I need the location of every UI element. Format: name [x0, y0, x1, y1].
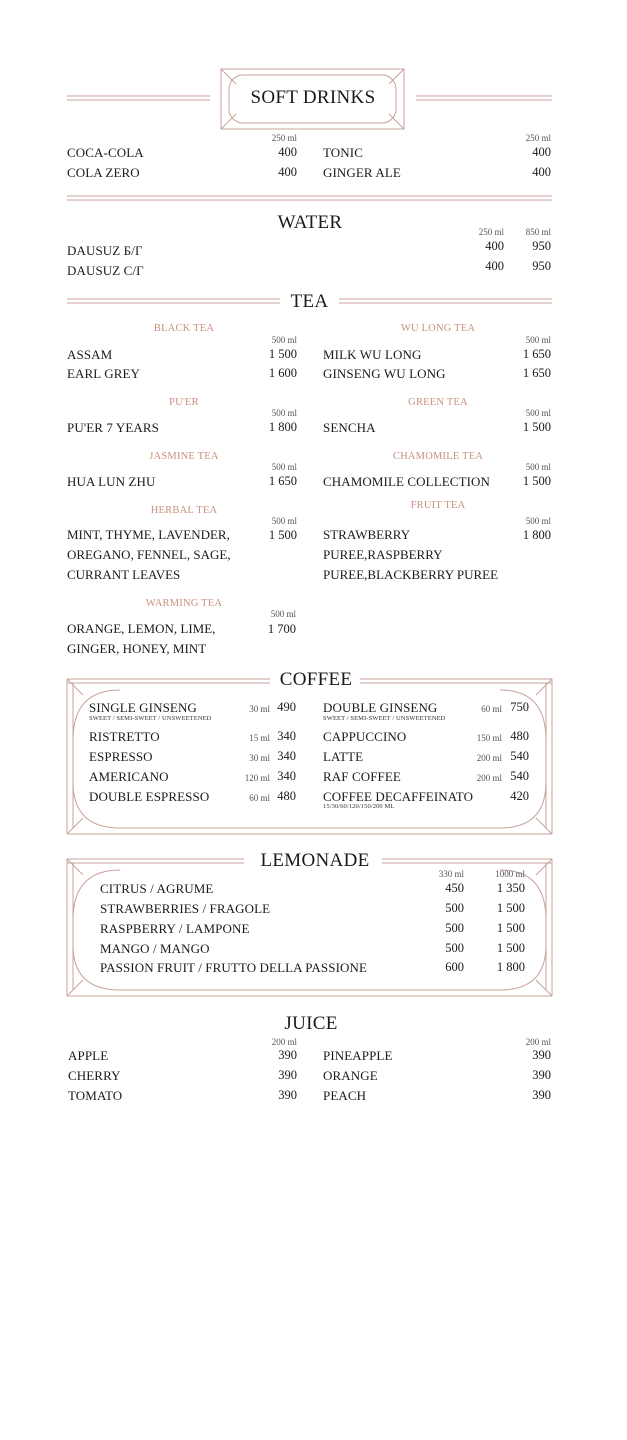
menu-item-volume: 150 ml — [476, 733, 502, 743]
menu-item-name: COCA-COLA — [67, 145, 144, 160]
tea-volume: 500 ml — [525, 462, 551, 472]
menu-item-name: CAPPUCCINO — [323, 729, 407, 744]
tea-volume: 500 ml — [271, 408, 297, 418]
menu-item-name: DOUBLE GINSENG — [323, 700, 438, 715]
menu-item-price: 340 — [277, 729, 296, 743]
lemonade-volume-1: 330 ml — [438, 869, 464, 879]
menu-item-name: APPLE — [68, 1048, 109, 1063]
menu-item-price: 1 500 — [496, 921, 525, 935]
menu-item-name: PINEAPPLE — [323, 1048, 393, 1063]
menu-item-name: ORANGE — [323, 1068, 378, 1083]
menu-item-price: 480 — [510, 729, 529, 743]
menu-item-name: DAUSUZ С/Г — [67, 263, 144, 278]
menu-item-note: 15/30/60/120/150/200 ML — [323, 803, 395, 810]
menu-item-name: GINGER ALE — [323, 165, 401, 180]
menu-item-name: CITRUS / AGRUME — [100, 881, 214, 896]
menu-item-price: 950 — [532, 239, 551, 253]
menu-item-volume: 200 ml — [476, 753, 502, 763]
tea-subcategory-puer: PU'ER — [169, 397, 199, 408]
menu-item-price: 340 — [277, 769, 296, 783]
menu-item-name: DOUBLE ESPRESSO — [89, 789, 210, 804]
menu-item-name: MILK WU LONG — [323, 347, 422, 362]
menu-item-name: AMERICANO — [89, 769, 169, 784]
menu-item-price: 400 — [485, 239, 504, 253]
menu-item-price: 420 — [510, 789, 529, 803]
menu-item-note: SWEET / SEMI-SWEET / UNSWEETENED — [89, 715, 212, 722]
menu-item-price: 1 700 — [267, 622, 296, 636]
tea-volume: 500 ml — [525, 335, 551, 345]
menu-item-price: 540 — [510, 769, 529, 783]
tea-volume: 500 ml — [271, 462, 297, 472]
menu-item-name: HUA LUN ZHU — [67, 474, 156, 489]
menu-item-price: 500 — [445, 941, 464, 955]
menu-item-name — [323, 525, 498, 585]
menu-item-price: 540 — [510, 749, 529, 763]
menu-item-name-line: MINT, THYME, LAVENDER, — [67, 527, 230, 542]
menu-item-price: 1 500 — [496, 901, 525, 915]
tea-subcategory-jasmine: JASMINE TEA — [149, 451, 219, 462]
menu-item-name: RISTRETTO — [89, 729, 160, 744]
tea-subcategory-black: BLACK TEA — [153, 323, 215, 334]
menu-item-name: TONIC — [323, 145, 363, 160]
menu-item-price: 1 650 — [522, 347, 551, 361]
water-volume-1: 250 ml — [478, 227, 504, 237]
juice-volume-left: 200 ml — [271, 1037, 297, 1047]
menu-item-price: 1 500 — [268, 347, 297, 361]
menu-item-price: 750 — [510, 700, 529, 714]
tea-volume: 500 ml — [270, 609, 296, 619]
tea-volume: 500 ml — [525, 516, 551, 526]
menu-item-volume: 30 ml — [249, 704, 270, 714]
menu-item-name: SINGLE GINSENG — [89, 700, 197, 715]
tea-volume: 500 ml — [271, 335, 297, 345]
menu-item-price: 1 500 — [496, 941, 525, 955]
water-volume-2: 850 ml — [525, 227, 551, 237]
menu-item-name — [67, 619, 215, 659]
menu-item-name: COLA ZERO — [67, 165, 140, 180]
menu-item-price: 480 — [277, 789, 296, 803]
menu-item-price: 1 650 — [268, 474, 297, 488]
menu-item-price: 500 — [445, 921, 464, 935]
menu-item-price: 390 — [278, 1068, 297, 1082]
menu-item-name: PASSION FRUIT / FRUTTO DELLA PASSIONE — [100, 960, 368, 975]
menu-item-volume: 60 ml — [481, 704, 502, 714]
menu-item-volume: 30 ml — [249, 753, 270, 763]
menu-item-price: 400 — [532, 145, 551, 159]
menu-item-price: 1 800 — [268, 420, 297, 434]
menu-item-price: 450 — [445, 881, 464, 895]
menu-item-price: 1 350 — [496, 881, 525, 895]
menu-item-price: 1 650 — [522, 366, 551, 380]
menu-item-name-line: OREGANO, FENNEL, SAGE, — [67, 547, 231, 562]
soft-drinks-volume-left: 250 ml — [271, 133, 297, 143]
menu-item-price: 1 500 — [522, 474, 551, 488]
menu-item-price: 600 — [445, 960, 464, 974]
menu-item-price: 340 — [277, 749, 296, 763]
menu-item-price: 1 600 — [268, 366, 297, 380]
menu-item-price: 490 — [277, 700, 296, 714]
menu-item-price: 1 800 — [496, 960, 525, 974]
menu-item-name-line: GINGER, HONEY, MINT — [67, 641, 207, 656]
menu-item-name — [67, 525, 231, 585]
menu-item-note: SWEET / SEMI-SWEET / UNSWEETENED — [323, 715, 446, 722]
menu-item-name: STRAWBERRIES / FRAGOLE — [100, 901, 271, 916]
tea-title: TEA — [280, 291, 339, 313]
menu-item-volume: 120 ml — [244, 773, 270, 783]
menu-item-price: 400 — [278, 145, 297, 159]
menu-item-name: PU'ER 7 YEARS — [67, 420, 160, 435]
menu-item-price: 1 500 — [268, 528, 297, 542]
menu-item-name-line: STRAWBERRY — [323, 527, 411, 542]
menu-item-volume: 200 ml — [476, 773, 502, 783]
menu-item-name: RASPBERRY / LAMPONE — [100, 921, 250, 936]
menu-item-price: 1 500 — [522, 420, 551, 434]
juice-volume-right: 200 ml — [525, 1037, 551, 1047]
menu-item-name-line: PUREE,RASPBERRY — [323, 547, 443, 562]
menu-item-price: 400 — [532, 165, 551, 179]
menu-item-price: 390 — [532, 1048, 551, 1062]
menu-item-name: MANGO / MANGO — [100, 941, 210, 956]
menu-item-volume: 60 ml — [249, 793, 270, 803]
tea-subcategory-wulong: WU LONG TEA — [400, 323, 476, 334]
juice-title: JUICE — [284, 1013, 338, 1034]
menu-item-name: TOMATO — [68, 1088, 123, 1103]
menu-item-price: 950 — [532, 259, 551, 273]
tea-subcategory-warming: WARMING TEA — [145, 598, 223, 609]
tea-subcategory-fruit: FRUIT TEA — [410, 500, 466, 511]
soft-drinks-volume-right: 250 ml — [525, 133, 551, 143]
menu-item-name: DAUSUZ Б/Г — [67, 243, 143, 258]
menu-item-name: ESPRESSO — [89, 749, 153, 764]
tea-volume: 500 ml — [525, 408, 551, 418]
coffee-title: COFFEE — [272, 669, 360, 691]
menu-item-name: CHAMOMILE COLLECTION — [323, 474, 491, 489]
menu-item-volume: 15 ml — [249, 733, 270, 743]
tea-subcategory-chamomile: CHAMOMILE TEA — [392, 451, 484, 462]
menu-item-name-line: ORANGE, LEMON, LIME, — [67, 621, 216, 636]
menu-item-price: 400 — [278, 165, 297, 179]
tea-subcategory-green: GREEN TEA — [408, 397, 468, 408]
menu-item-name-line: CURRANT LEAVES — [67, 567, 181, 582]
menu-item-name: PEACH — [323, 1088, 367, 1103]
menu-item-name: COFFEE DECAFFEINATO — [323, 789, 474, 804]
menu-item-price: 390 — [532, 1088, 551, 1102]
menu-item-name-line: PUREE,BLACKBERRY PUREE — [323, 567, 499, 582]
menu-item-name: RAF COFFEE — [323, 769, 401, 784]
menu-item-price: 400 — [485, 259, 504, 273]
menu-item-price: 390 — [532, 1068, 551, 1082]
menu-item-name: EARL GREY — [67, 366, 140, 381]
menu-item-name: SENCHA — [323, 420, 376, 435]
menu-item-price: 390 — [278, 1048, 297, 1062]
soft-drinks-title: SOFT DRINKS — [250, 87, 376, 108]
menu-item-name: LATTE — [323, 749, 364, 764]
menu-item-name: ASSAM — [67, 347, 113, 362]
menu-item-price: 390 — [278, 1088, 297, 1102]
menu-item-name: CHERRY — [68, 1068, 121, 1083]
menu-item-price: 1 800 — [522, 528, 551, 542]
tea-volume: 500 ml — [271, 516, 297, 526]
lemonade-volume-2: 1000 ml — [495, 869, 525, 879]
menu-item-name: GINSENG WU LONG — [323, 366, 446, 381]
water-title: WATER — [277, 212, 343, 233]
lemonade-title: LEMONADE — [248, 850, 382, 872]
tea-subcategory-herbal: HERBAL TEA — [150, 505, 218, 516]
menu-item-price: 500 — [445, 901, 464, 915]
